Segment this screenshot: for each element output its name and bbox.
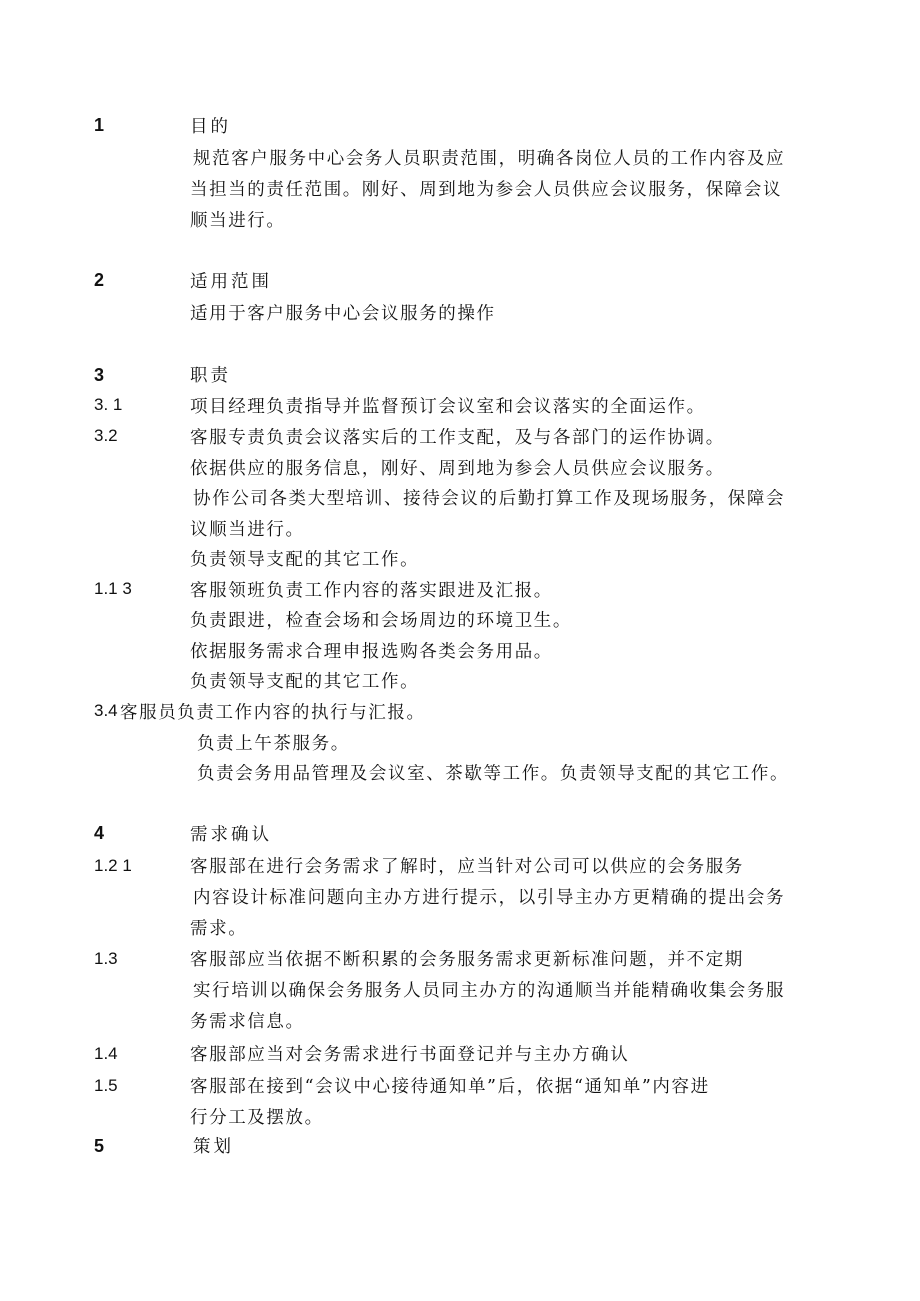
section-5-title: 策划 [193, 1137, 234, 1157]
section-1-number: 1 [94, 115, 105, 135]
section-3-title: 职责 [190, 366, 231, 386]
section-1-line: 规范客户服务中心会务人员职责范围，明确各岗位人员的工作内容及应 [193, 149, 786, 169]
item-number: 3. 1 [94, 395, 123, 414]
item-line: 行分工及摆放。 [190, 1108, 324, 1128]
section-5-number: 5 [94, 1136, 105, 1156]
item-line: 客服部应当对会务需求进行书面登记并与主办方确认 [190, 1045, 630, 1065]
item-line: 客服部在进行会务需求了解时，应当针对公司可以供应的会务服务 [190, 857, 744, 877]
item-number: 1.2 1 [94, 856, 132, 875]
item-line: 客服员负责工作内容的执行与汇报。 [120, 703, 426, 723]
item-line: 协作公司各类大型培训、接待会议的后勤打算工作及现场服务，保障会 [193, 489, 786, 509]
section-1-line: 当担当的责任范围。刚好、周到地为参会人员供应会议服务，保障会议 [190, 180, 783, 200]
item-line: 内容设计标准问题向主办方进行提示，以引导主办方更精确的提出会务 [193, 888, 786, 908]
item-line: 项目经理负责指导并监督预订会议室和会议落实的全面运作。 [190, 397, 706, 417]
item-line: 依据供应的服务信息，刚好、周到地为参会人员供应会议服务。 [190, 459, 725, 479]
section-2-title: 适用范围 [190, 272, 272, 292]
section-4-number: 4 [94, 823, 105, 843]
item-number: 1.5 [94, 1076, 118, 1095]
section-2-line: 适用于客户服务中心会议服务的操作 [190, 304, 496, 324]
item-line: 负责领导支配的其它工作。 [190, 672, 420, 692]
item-line: 客服领班负责工作内容的落实跟进及汇报。 [190, 581, 553, 601]
item-line: 负责领导支配的其它工作。 [190, 550, 420, 570]
item-line: 负责会务用品管理及会议室、茶歇等工作。负责领导支配的其它工作。 [197, 764, 790, 784]
item-number: 3.4 [94, 701, 118, 720]
item-line: 务需求信息。 [190, 1012, 305, 1032]
section-1-title: 目的 [190, 117, 231, 137]
section-1-line: 顺当进行。 [190, 211, 286, 231]
item-number: 1.3 [94, 949, 118, 968]
item-line: 议顺当进行。 [190, 520, 305, 540]
section-2-number: 2 [94, 270, 105, 290]
item-number: 1.4 [94, 1044, 118, 1063]
item-number: 3.2 [94, 426, 118, 445]
section-4-title: 需求确认 [190, 825, 272, 845]
section-3-number: 3 [94, 365, 105, 385]
item-line: 客服部在接到“会议中心接待通知单”后，依据“通知单”内容进 [190, 1077, 710, 1097]
item-line: 负责跟进，检查会场和会场周边的环境卫生。 [190, 611, 572, 631]
item-line: 实行培训以确保会务服务人员同主办方的沟通顺当并能精确收集会务服 [193, 981, 786, 1001]
item-line: 客服部应当依据不断积累的会务服务需求更新标准问题，并不定期 [190, 950, 744, 970]
item-number: 1.1 3 [94, 579, 132, 598]
item-line: 客服专责负责会议落实后的工作支配，及与各部门的运作协调。 [190, 428, 725, 448]
item-line: 依据服务需求合理申报选购各类会务用品。 [190, 642, 553, 662]
item-line: 需求。 [190, 919, 248, 939]
item-line: 负责上午茶服务。 [197, 734, 350, 754]
